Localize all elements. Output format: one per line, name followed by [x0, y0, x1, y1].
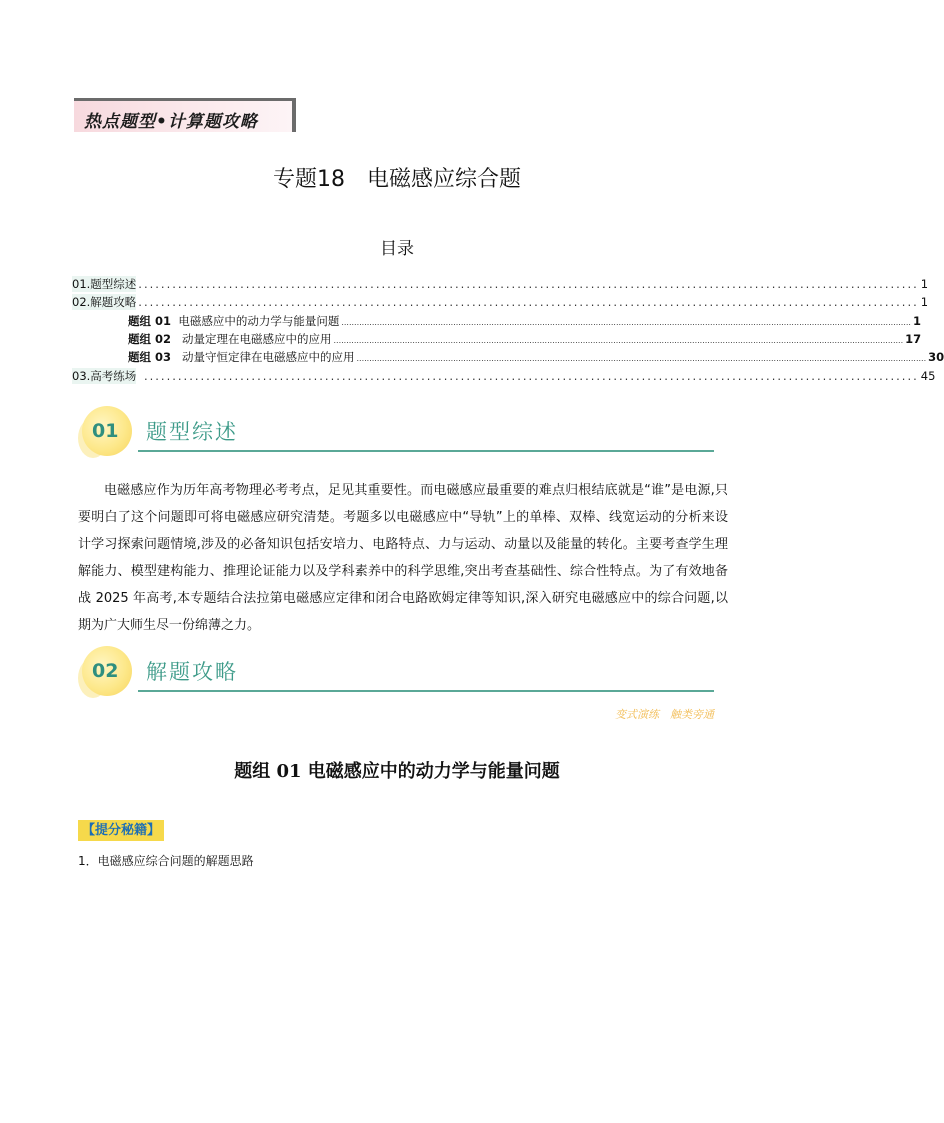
toc-subitem-label: 题组 01 电磁感应中的动力学与能量问题 — [128, 314, 340, 328]
toc-item-label: 02.解题攻略 — [72, 295, 137, 309]
toc-leader: ................................................................................................................................................................................................................................ — [341, 318, 911, 327]
toc-heading: 目录 — [380, 239, 414, 259]
toc-leader: ................................................................................................................................................................................................................................ — [333, 336, 904, 345]
section-rule — [138, 450, 714, 452]
toc-leader: ................................................................................................................................................................................................................................ — [356, 354, 927, 363]
banner-text: 热点题型•计算题攻略 — [84, 112, 258, 132]
toc-subitem-page: 30 — [928, 350, 944, 364]
section-tagline: 变式演练 触类旁通 — [615, 708, 714, 721]
section-header-overview — [78, 404, 714, 462]
toc-item-label: 03.高考练场 — [72, 369, 137, 383]
document-title: 专题18 电磁感应综合题 — [273, 167, 521, 192]
toc-subitem[interactable] — [128, 331, 922, 347]
toc-item-page: 45 — [920, 369, 936, 383]
toc-subitem-page: 17 — [905, 332, 922, 346]
toc-subitem-label: 题组 02 动量定理在电磁感应中的应用 — [128, 332, 332, 346]
toc-subitem[interactable] — [128, 349, 944, 365]
toc-subitem[interactable] — [128, 313, 921, 329]
toc-subitem-page: 1 — [912, 314, 921, 328]
section-title: 解题攻略 — [146, 660, 238, 684]
section-number: 01 — [92, 420, 119, 442]
section-title: 题型综述 — [146, 420, 238, 444]
section-header-strategy — [78, 644, 714, 702]
toc-leader: .......................................................................................................................................... — [138, 295, 919, 309]
toc-item-label: 01.题型综述 — [72, 277, 137, 291]
topic-banner — [74, 98, 302, 138]
toc-item[interactable] — [72, 294, 929, 310]
step-item: 1．电磁感应综合问题的解题思路 — [78, 854, 254, 868]
tips-label: 【提分秘籍】 — [78, 820, 164, 841]
group-heading: 题组 01 电磁感应中的动力学与能量问题 — [234, 761, 560, 782]
toc-leader: .......................................................................................................................................... — [138, 277, 919, 291]
toc-leader: ......................................................................................................................................... — [138, 369, 919, 383]
section-number: 02 — [92, 660, 119, 682]
toc-item-page: 1 — [920, 295, 929, 309]
toc-item-page: 1 — [920, 277, 929, 291]
overview-paragraph: 电磁感应作为历年高考物理必考考点，足见其重要性。而电磁感应最重要的难点归根结底就是“谁”是电源,只要明白了这个问题即可将电磁感应研究清楚。考题多以电磁感应中“导轨”上的单棒、双棒、线宽运动的分析来设计学习探索问题情境,涉及的必备知识包括安培力、电路特点、力与运动、动量以及能量的转化。主要考查学生理解能力、模型建构能力、推理论证能力以及学科素养中的科学思维,突出考查基础性、综合性特点。为了有效地备战 2025 年高考,本专题结合法拉第电磁感应定律和闭合电路欧姆定律等知识,深入研究电磁感应中的综合问题,以期为广大师生尽一份绵薄之力。 — [78, 483, 728, 633]
toc-subitem-label: 题组 03 动量守恒定律在电磁感应中的应用 — [128, 350, 355, 364]
toc-item[interactable] — [72, 368, 936, 384]
section-rule — [138, 690, 714, 692]
toc-item[interactable] — [72, 276, 929, 292]
